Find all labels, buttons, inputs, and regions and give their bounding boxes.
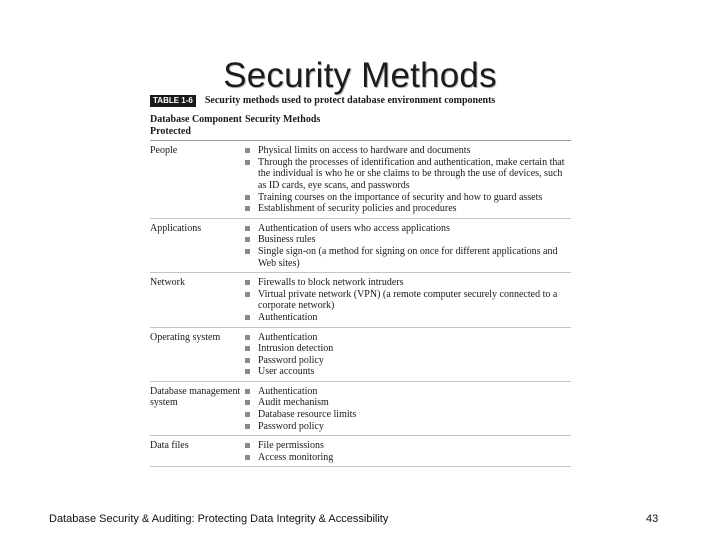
square-bullet-icon: [245, 195, 250, 200]
square-bullet-icon: [245, 346, 250, 351]
table-number-tag: TABLE 1-6: [150, 95, 196, 107]
square-bullet-icon: [245, 148, 250, 153]
security-methods-table: [150, 94, 571, 467]
square-bullet-icon: [245, 226, 250, 231]
square-bullet-icon: [245, 292, 250, 297]
table-body: [150, 141, 571, 467]
list-item: [245, 203, 571, 215]
column-header-component: Database Component Protected: [150, 114, 242, 137]
table-row: [150, 382, 571, 436]
list-item: [245, 289, 571, 312]
methods-cell: [245, 332, 571, 378]
slide-footer: Database Security & Auditing: Protecting Data Integrity & Accessibility: [49, 513, 389, 525]
square-bullet-icon: [245, 237, 250, 242]
list-item: [245, 386, 571, 398]
list-item: [245, 246, 571, 269]
methods-list: [245, 386, 571, 432]
methods-list: [245, 223, 571, 269]
list-item: [245, 223, 571, 235]
component-cell: Data files: [150, 440, 189, 452]
table-header-row: [150, 114, 571, 141]
square-bullet-icon: [245, 249, 250, 254]
method-text: Establishment of security policies and procedures: [258, 203, 457, 215]
method-text: Database resource limits: [258, 409, 357, 421]
component-cell: Network: [150, 277, 185, 289]
method-text: Access monitoring: [258, 451, 334, 463]
square-bullet-icon: [245, 206, 250, 211]
list-item: [245, 355, 571, 367]
square-bullet-icon: [245, 424, 250, 429]
method-text: Authentication: [258, 311, 318, 323]
list-item: [245, 157, 571, 192]
list-item: [245, 312, 571, 324]
table-row: [150, 436, 571, 467]
list-item: [245, 440, 571, 452]
list-item: [245, 234, 571, 246]
method-text: File permissions: [258, 440, 324, 452]
methods-list: [245, 277, 571, 323]
component-cell: Operating system: [150, 331, 221, 343]
table-caption-text: Security methods used to protect database environment components: [204, 94, 496, 106]
page-number: 43: [646, 513, 659, 525]
methods-list: [245, 332, 571, 378]
list-item: [245, 366, 571, 378]
method-text: Business rules: [258, 234, 316, 246]
table-row: [150, 141, 571, 219]
table-row: [150, 328, 571, 382]
column-header-methods: Security Methods: [245, 114, 321, 125]
list-item: [245, 343, 571, 355]
methods-cell: [245, 440, 571, 463]
method-text: Audit mechanism: [258, 397, 329, 409]
method-text: Virtual private network (VPN) (a remote computer securely connected to a corporate network): [258, 288, 558, 312]
square-bullet-icon: [245, 280, 250, 285]
list-item: [245, 192, 571, 204]
square-bullet-icon: [245, 315, 250, 320]
method-text: Authentication of users who access applications: [258, 222, 450, 234]
square-bullet-icon: [245, 412, 250, 417]
method-text: Through the processes of identification and authentication, make certain that the individual is who he or she claims to be through the use of devices, such as ID cards, eye scans, and passwords: [258, 156, 565, 191]
square-bullet-icon: [245, 160, 250, 165]
methods-cell: [245, 223, 571, 269]
square-bullet-icon: [245, 455, 250, 460]
table-row: [150, 273, 571, 327]
square-bullet-icon: [245, 335, 250, 340]
square-bullet-icon: [245, 400, 250, 405]
method-text: Password policy: [258, 354, 324, 366]
square-bullet-icon: [245, 389, 250, 394]
methods-cell: [245, 277, 571, 323]
methods-cell: [245, 386, 571, 432]
methods-list: [245, 440, 571, 463]
method-text: Password policy: [258, 420, 324, 432]
method-text: Authentication: [258, 385, 318, 397]
component-cell: People: [150, 145, 178, 157]
slide-title: Security Methods: [223, 56, 497, 95]
table-row: [150, 219, 571, 273]
method-text: Firewalls to block network intruders: [258, 277, 404, 289]
method-text: Physical limits on access to hardware and documents: [258, 145, 471, 157]
list-item: [245, 277, 571, 289]
methods-cell: [245, 145, 571, 215]
square-bullet-icon: [245, 443, 250, 448]
list-item: [245, 409, 571, 421]
square-bullet-icon: [245, 358, 250, 363]
list-item: [245, 145, 571, 157]
list-item: [245, 332, 571, 344]
list-item: [245, 397, 571, 409]
method-text: Intrusion detection: [258, 343, 334, 355]
methods-list: [245, 145, 571, 215]
list-item: [245, 421, 571, 433]
component-cell: Applications: [150, 222, 202, 234]
method-text: User accounts: [258, 366, 315, 378]
component-cell: Database management system: [150, 385, 241, 409]
method-text: Training courses on the importance of security and how to guard assets: [258, 191, 543, 203]
method-text: Authentication: [258, 331, 318, 343]
method-text: Single sign-on (a method for signing on once for different applications and Web sites): [258, 245, 558, 269]
table-caption: [150, 94, 571, 107]
square-bullet-icon: [245, 369, 250, 374]
list-item: [245, 452, 571, 464]
